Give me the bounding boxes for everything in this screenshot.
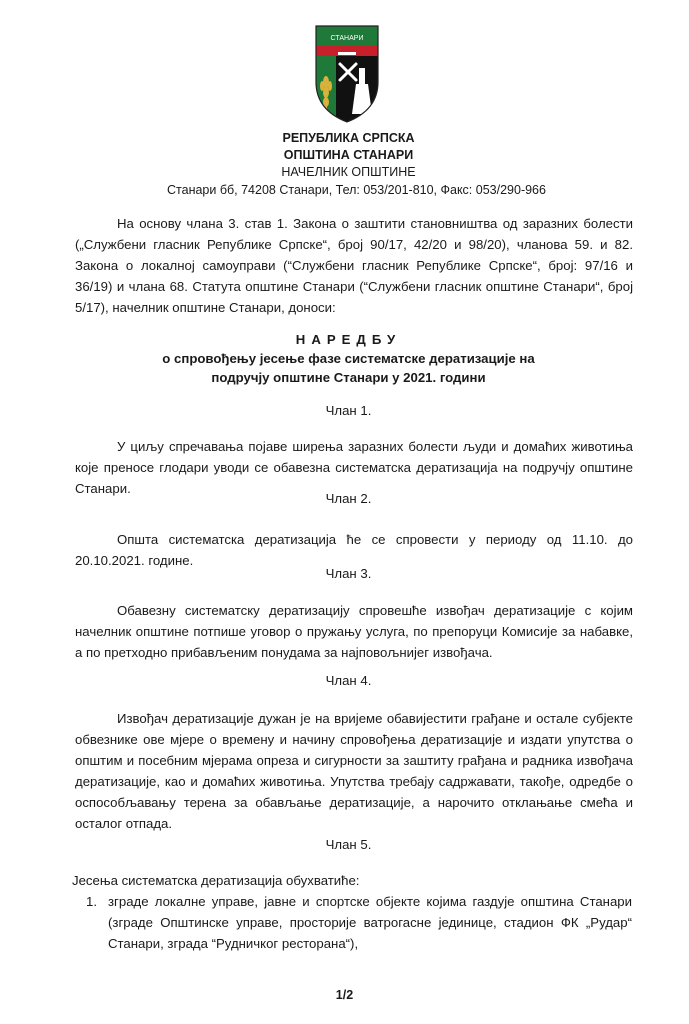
article-heading: Члан 4.	[325, 673, 372, 688]
document-subtitle-line2: подручју општине Станари у 2021. години	[211, 370, 486, 385]
article-text: Јесења систематска дератизација обухватиће:	[72, 873, 360, 888]
header-address: Станари бб, 74208 Станари, Тел: 053/201-810, Факс: 053/290-966	[167, 183, 546, 197]
page-number: 1/2	[335, 988, 354, 1002]
document-subtitle-line1: о спровођењу јесење фазе систематске дератизације на	[162, 351, 535, 366]
header-municipality: ОПШТИНА СТАНАРИ	[283, 148, 414, 162]
list-item: зграде локалне управе, јавне и спортске објекте којима газдује општина Станари (зграде Општинске управе, просторије ватрогасне јединице, стадион ФК „Рудар“ Станари, зграда “Рудничког ресторана“),	[108, 894, 632, 951]
article-text: Општа систематска дератизација ће се спровести у периоду од 11.10. до 20.10.2021. године.	[75, 532, 633, 568]
article-heading: Члан 2.	[325, 491, 372, 506]
article-text: Обавезну систематску дератизацију спровешће извођач дератизације с којим начелник општине потпише уговор о пружању услуга, по препоруци Комисије за набавке, а по претходно прибављеним понудама за најповољнијег извођача.	[75, 603, 633, 660]
header-office: НАЧЕЛНИК ОПШТИНЕ	[281, 165, 416, 179]
intro-paragraph: На основу члана 3. став 1. Закона о заштити становништва од заразних болести („Службени гласник Републике Српске“, број 90/17, 42/20 и 98/20), чланова 59. и 82. Закона о локалној самоуправи (“Службени гласник Републике Српске“, број: 97/16 и 36/19) и члана 68. Статута општине Станари (“Службени гласник општине Станари“, број 5/17), начелник општине Станари, доноси:	[75, 216, 633, 315]
article-heading: Члан 3.	[325, 566, 372, 581]
header-republic: РЕПУБЛИКА СРПСКА	[282, 131, 415, 145]
municipal-coat-of-arms	[314, 24, 380, 124]
list-item-number: 1.	[86, 894, 97, 909]
article-text: Извођач дератизације дужан је на вријеме обавијестити грађане и остале субјекте обвезнике ове мјере о времену и начину спровођења дератизације и издати упутства о општим и посебним мјерама опреза и сигурности за заштиту грађана и радника извођача дератизације, као и домаћих животиња. Упутства требају садржавати, такође, одредбе о оспособљавању терена за обављање дератизације, а нарочито отклањање смећа и осталог отпада.	[75, 711, 633, 831]
article-text: У циљу спречавања појаве ширења заразних болести људи и домаћих животиња које преносе глодари уводи се обавезна систематска дератизација на подручју општине Станари.	[75, 439, 633, 496]
crest-label: СТАНАРИ	[330, 35, 364, 42]
article-heading: Члан 1.	[325, 403, 372, 418]
document-title: НАРЕДБУ	[295, 332, 402, 347]
article-heading: Члан 5.	[325, 837, 372, 852]
